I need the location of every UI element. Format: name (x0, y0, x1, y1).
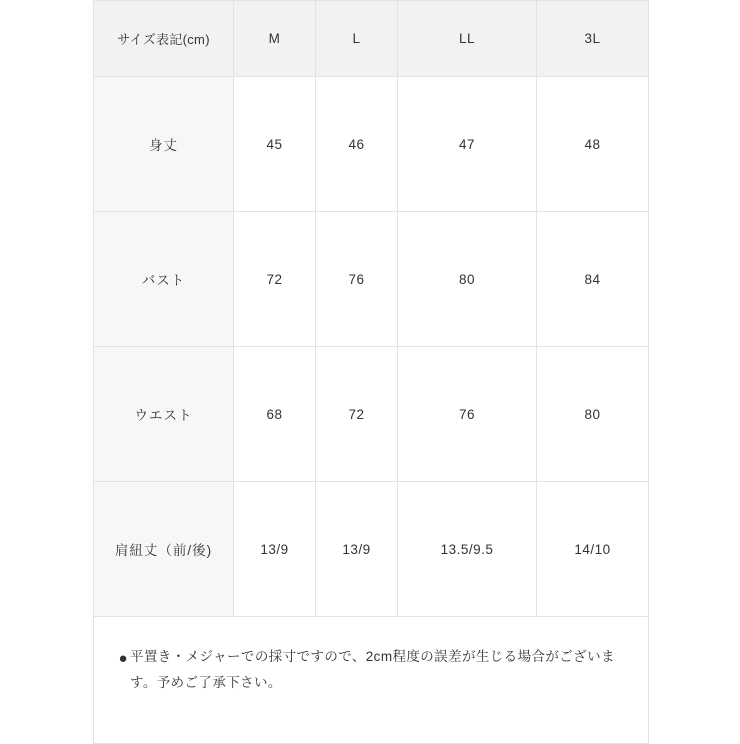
table-row (94, 482, 649, 617)
header-size-label: サイズ表記(cm) (94, 1, 234, 77)
cell-strap-length-m: 13/9 (234, 482, 316, 617)
table-row (94, 347, 649, 482)
header-size-ll: LL (398, 1, 537, 77)
cell-bust-3l: 84 (537, 212, 649, 347)
bullet-icon: ● (118, 650, 128, 667)
note-text: 平置き・メジャーでの採寸ですので、2cm程度の誤差が生じる場合がございます。予めご了承下さい。 (130, 649, 615, 691)
header-size-3l: 3L (537, 1, 649, 77)
cell-waist-m: 68 (234, 347, 316, 482)
cell-strap-length-3l: 14/10 (537, 482, 649, 617)
table-header-row (94, 1, 649, 77)
cell-strap-length-l: 13/9 (316, 482, 398, 617)
header-size-l: L (316, 1, 398, 77)
header-size-m: M (234, 1, 316, 77)
measurement-note (94, 617, 648, 697)
cell-body-length-l: 46 (316, 77, 398, 212)
cell-bust-m: 72 (234, 212, 316, 347)
table-row (94, 212, 649, 347)
table-row (94, 77, 649, 212)
row-label-bust: バスト (94, 212, 234, 347)
cell-body-length-ll: 47 (398, 77, 537, 212)
cell-waist-l: 72 (316, 347, 398, 482)
row-label-waist: ウエスト (94, 347, 234, 482)
note-cell (94, 617, 649, 744)
table-note-row (94, 617, 649, 744)
cell-waist-3l: 80 (537, 347, 649, 482)
cell-bust-ll: 80 (398, 212, 537, 347)
table-header (94, 1, 649, 77)
row-label-body-length: 身丈 (94, 77, 234, 212)
size-table (93, 0, 649, 744)
cell-strap-length-ll: 13.5/9.5 (398, 482, 537, 617)
cell-body-length-m: 45 (234, 77, 316, 212)
cell-waist-ll: 76 (398, 347, 537, 482)
cell-body-length-3l: 48 (537, 77, 649, 212)
size-table-container (93, 0, 648, 740)
row-label-strap-length: 肩紐丈（前/後) (94, 482, 234, 617)
table-body (94, 77, 649, 744)
cell-bust-l: 76 (316, 212, 398, 347)
